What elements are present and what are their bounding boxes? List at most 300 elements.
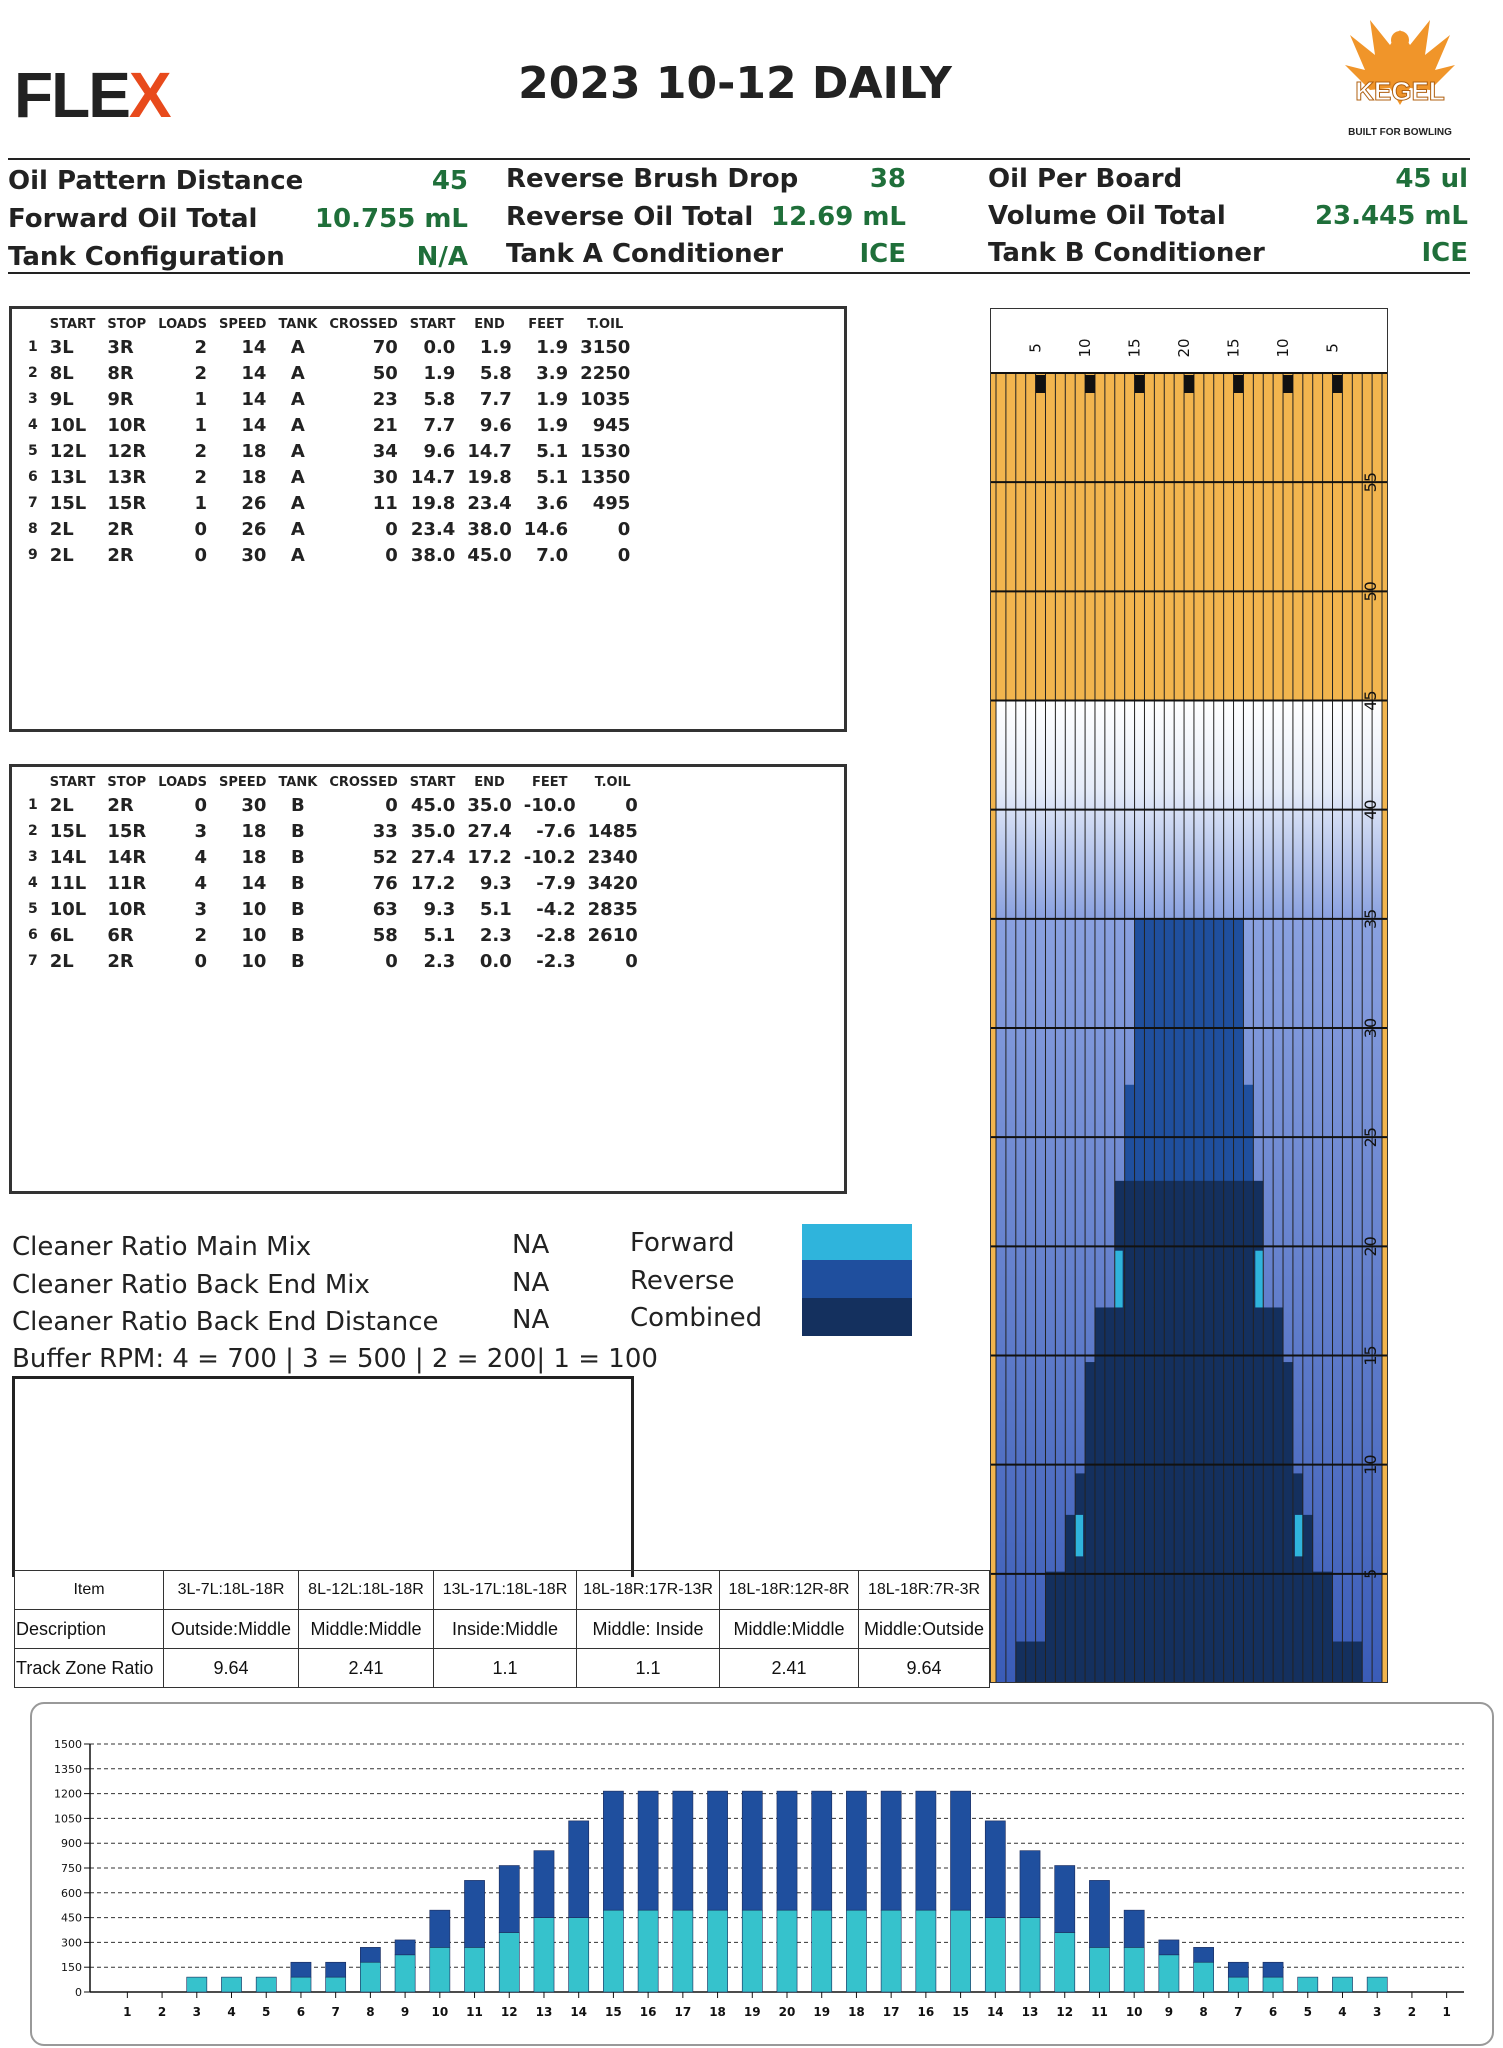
flex-logo-text: FLE: [14, 59, 129, 131]
lane-arrow-marker: [1283, 375, 1293, 393]
forward-header-6: CROSSED: [329, 317, 398, 332]
chart-bar: [951, 1910, 971, 1992]
reverse-cell: B: [291, 950, 305, 972]
reverse-cell: 0: [194, 794, 207, 816]
chart-bar: [499, 1866, 519, 1933]
lane-arrow-label: 10: [1273, 338, 1292, 358]
forward-header-2: STOP: [107, 317, 147, 332]
chart-bar: [673, 1910, 693, 1992]
forward-cell: 50: [372, 362, 398, 384]
forward-cell: 14.7: [410, 466, 456, 488]
reverse-cell: 5.1: [479, 898, 512, 920]
chart-bar: [846, 1910, 866, 1992]
forward-cell: 2L: [49, 544, 74, 566]
reverse-pass-panel: [9, 764, 847, 1194]
forward-cell: 0: [194, 518, 207, 540]
reverse-cell: B: [291, 846, 305, 868]
kegel-tagline: BUILT FOR BOWLING: [1348, 127, 1452, 138]
reverse-cell: 2: [28, 823, 38, 839]
forward-cell: 0: [385, 518, 398, 540]
forward-pass-row: [22, 464, 636, 490]
chart-bar: [812, 1910, 832, 1992]
spec-tank-a-conditioner: Tank A Conditioner ICE: [506, 239, 906, 269]
reverse-pass-row: [22, 948, 644, 974]
forward-cell: 5.1: [536, 466, 569, 488]
reverse-cell: 2R: [107, 794, 134, 816]
forward-cell: 1035: [580, 388, 631, 410]
chart-bar: [1263, 1977, 1283, 1992]
reverse-cell: 3420: [587, 872, 638, 894]
eagle-icon: [1330, 10, 1470, 145]
chart-x-tick-label: 6: [296, 2005, 306, 2019]
chart-bar: [534, 1851, 554, 1918]
oil-per-board-chart-panel: [30, 1702, 1494, 2046]
forward-cell: 34: [372, 440, 398, 462]
reverse-cell: 14: [241, 872, 267, 894]
chart-bar: [1298, 1977, 1318, 1992]
oil-per-board-chart: [32, 1704, 1492, 2044]
chart-bar: [603, 1791, 623, 1910]
reverse-cell: 27.4: [467, 820, 512, 842]
track-zone-table: [14, 1570, 990, 1688]
spec-oil-per-board: Oil Per Board 45 ul: [988, 164, 1468, 194]
track-zone-description-row: Description Outside:Middle Middle:Middle Inside:Middle Middle: Inside Middle:Middle Middle:Outside: [15, 1610, 990, 1649]
forward-cell: 5.1: [536, 440, 569, 462]
chart-y-tick-label: 900: [61, 1837, 82, 1851]
lane-distance-label: 5: [1361, 1568, 1380, 1579]
forward-cell: 0: [617, 544, 631, 566]
forward-cell: A: [290, 362, 305, 384]
reverse-pass-table: [22, 775, 644, 974]
reverse-table-header: [22, 775, 644, 792]
cleaner-back-end-mix-value: NA: [512, 1268, 550, 1298]
kegel-logo: [1330, 10, 1470, 145]
chart-x-tick-label: 18: [709, 2005, 726, 2019]
reverse-cell: -2.3: [536, 950, 576, 972]
forward-cell: 18: [241, 466, 267, 488]
reverse-cell: 14L: [49, 846, 87, 868]
reverse-cell: B: [291, 820, 305, 842]
chart-x-tick-label: 5: [262, 2005, 271, 2019]
forward-cell: 15R: [107, 492, 147, 514]
chart-x-tick-label: 1: [123, 2005, 132, 2019]
forward-cell: 0.0: [423, 336, 456, 358]
reverse-cell: 33: [372, 820, 398, 842]
forward-table-header: [22, 317, 636, 334]
reverse-cell: 10L: [49, 898, 87, 920]
reverse-header-9: FEET: [531, 775, 568, 790]
reverse-cell: 2610: [587, 924, 638, 946]
forward-cell: 8: [28, 521, 38, 537]
kegel-text: KEGEL: [1355, 76, 1445, 106]
lane-forward-mark: [1295, 1515, 1303, 1556]
forward-cell: 23.4: [467, 492, 512, 514]
forward-cell: 23: [372, 388, 398, 410]
chart-bar: [707, 1791, 727, 1910]
reverse-cell: 0: [385, 950, 398, 972]
chart-bar: [916, 1791, 936, 1910]
forward-cell: 3.9: [536, 362, 569, 384]
forward-cell: 13R: [107, 466, 147, 488]
chart-bar: [569, 1821, 589, 1918]
lane-distance-label: 25: [1361, 1126, 1380, 1148]
forward-cell: 495: [592, 492, 631, 514]
chart-bar: [638, 1910, 658, 1992]
reverse-cell: -7.9: [536, 872, 576, 894]
reverse-cell: 10R: [107, 898, 147, 920]
forward-cell: 2: [194, 466, 207, 488]
chart-bar: [1124, 1947, 1144, 1992]
chart-bar: [1194, 1947, 1214, 1962]
forward-cell: 19.8: [410, 492, 456, 514]
chart-x-tick-label: 11: [466, 2005, 483, 2019]
forward-cell: 15L: [49, 492, 87, 514]
lane-distance-label: 30: [1361, 1017, 1380, 1039]
lane-arrow-label: 5: [1026, 343, 1045, 353]
chart-bar: [187, 1977, 207, 1992]
reverse-cell: 7: [28, 953, 38, 969]
reverse-cell: 0: [385, 794, 398, 816]
chart-y-tick-label: 1350: [54, 1762, 82, 1776]
chart-x-tick-label: 1: [1442, 2005, 1451, 2019]
chart-x-tick-label: 17: [674, 2005, 692, 2019]
forward-cell: 945: [592, 414, 631, 436]
reverse-cell: 76: [372, 872, 398, 894]
chart-y-tick-label: 1200: [54, 1787, 82, 1801]
legend-forward-swatch: [802, 1224, 912, 1260]
reverse-cell: 10: [241, 898, 267, 920]
forward-cell: 30: [241, 544, 267, 566]
lane-forward-mark: [1255, 1251, 1263, 1308]
forward-cell: 0: [617, 518, 631, 540]
chart-bar: [221, 1977, 241, 1992]
header-top-rule: [8, 158, 1470, 160]
forward-cell: A: [290, 440, 305, 462]
reverse-header-8: END: [474, 775, 505, 790]
chart-bar: [707, 1910, 727, 1992]
chart-x-tick-label: 13: [535, 2005, 553, 2019]
reverse-cell: 18: [241, 846, 267, 868]
chart-bar: [326, 1977, 346, 1992]
forward-cell: 14.7: [467, 440, 512, 462]
chart-x-tick-label: 11: [1091, 2005, 1108, 2019]
forward-header-0: [22, 317, 44, 334]
chart-bar: [430, 1947, 450, 1992]
forward-cell: 12R: [107, 440, 147, 462]
forward-cell: A: [290, 336, 305, 358]
forward-cell: 5.8: [479, 362, 512, 384]
chart-bar: [916, 1910, 936, 1992]
lane-distance-label: 40: [1361, 799, 1380, 820]
spec-forward-oil-total: Forward Oil Total 10.755 mL: [8, 204, 468, 234]
forward-cell: 8L: [49, 362, 74, 384]
forward-cell: 8R: [107, 362, 134, 384]
reverse-header-2: STOP: [107, 775, 147, 790]
reverse-cell: 11R: [107, 872, 147, 894]
chart-bar: [360, 1947, 380, 1962]
forward-cell: 26: [241, 492, 267, 514]
forward-header-7: START: [409, 317, 456, 332]
chart-x-tick-label: 10: [431, 2005, 449, 2019]
forward-cell: 45.0: [467, 544, 512, 566]
forward-cell: 9R: [107, 388, 134, 410]
forward-cell: 14: [241, 388, 267, 410]
reverse-cell: 63: [372, 898, 398, 920]
forward-cell: 4: [28, 417, 38, 433]
lane-arrow-label: 5: [1323, 343, 1342, 353]
reverse-cell: 52: [372, 846, 398, 868]
chart-bar: [1159, 1940, 1179, 1955]
reverse-cell: 17.2: [467, 846, 512, 868]
forward-cell: 10L: [49, 414, 87, 436]
reverse-cell: 0.0: [479, 950, 512, 972]
forward-cell: 2R: [107, 544, 134, 566]
lane-arrow-marker: [1332, 375, 1342, 393]
reverse-cell: 2R: [107, 950, 134, 972]
forward-cell: 2: [194, 336, 207, 358]
reverse-cell: B: [291, 898, 305, 920]
reverse-cell: 2.3: [423, 950, 456, 972]
chart-bar: [395, 1955, 415, 1992]
chart-bar: [1055, 1932, 1075, 1992]
legend-combined-swatch: [802, 1298, 912, 1336]
chart-bar: [1263, 1962, 1283, 1977]
reverse-cell: 17.2: [410, 872, 456, 894]
chart-bar: [846, 1791, 866, 1910]
chart-y-tick-label: 450: [61, 1911, 82, 1925]
reverse-header-10: T.OIL: [594, 775, 631, 790]
track-zone-ratio-row: Track Zone Ratio 9.64 2.41 1.1 1.1 2.41 9.64: [15, 1649, 990, 1688]
lane-arrow-marker: [1036, 375, 1046, 393]
header-bottom-rule: [8, 272, 1470, 274]
forward-cell: 3.6: [536, 492, 569, 514]
reverse-cell: 15R: [107, 820, 147, 842]
chart-x-tick-label: 3: [192, 2005, 201, 2019]
forward-cell: 14: [241, 362, 267, 384]
chart-bar: [430, 1910, 450, 1947]
forward-cell: 10R: [107, 414, 147, 436]
chart-x-tick-label: 20: [778, 2005, 796, 2019]
reverse-cell: 9.3: [423, 898, 456, 920]
chart-x-tick-label: 13: [1021, 2005, 1039, 2019]
forward-pass-row: [22, 334, 636, 360]
lane-arrow-marker: [1135, 375, 1145, 393]
forward-pass-row: [22, 438, 636, 464]
chart-x-tick-label: 14: [986, 2005, 1004, 2019]
cleaner-back-end-distance-value: NA: [512, 1305, 550, 1335]
forward-header-5: TANK: [278, 317, 318, 332]
reverse-cell: 5.1: [423, 924, 456, 946]
reverse-cell: 3: [194, 820, 207, 842]
forward-cell: 14: [241, 414, 267, 436]
reverse-cell: -4.2: [536, 898, 576, 920]
reverse-cell: -10.0: [523, 794, 576, 816]
lane-oil-graphic: [990, 308, 1388, 1683]
forward-cell: 2250: [580, 362, 631, 384]
forward-cell: 7: [28, 495, 38, 511]
reverse-cell: 10: [241, 950, 267, 972]
forward-cell: 0: [385, 544, 398, 566]
forward-cell: 9.6: [479, 414, 512, 436]
reverse-header-3: LOADS: [158, 775, 207, 790]
reverse-cell: 2: [194, 924, 207, 946]
reverse-pass-row: [22, 792, 644, 818]
lane-forward-mark: [1115, 1251, 1123, 1308]
forward-cell: 70: [372, 336, 398, 358]
chart-bar: [881, 1791, 901, 1910]
forward-cell: 26: [241, 518, 267, 540]
chart-x-tick-label: 19: [743, 2005, 761, 2019]
chart-bar: [777, 1910, 797, 1992]
forward-header-1: START: [49, 317, 96, 332]
chart-x-tick-label: 16: [917, 2005, 935, 2019]
chart-bar: [742, 1791, 762, 1910]
chart-y-tick-label: 750: [61, 1862, 82, 1875]
chart-bar: [464, 1880, 484, 1947]
forward-cell: 5: [28, 443, 38, 459]
forward-cell: 38.0: [410, 544, 456, 566]
reverse-cell: B: [291, 872, 305, 894]
forward-cell: 21: [372, 414, 398, 436]
reverse-pass-row: [22, 818, 644, 844]
chart-bar: [1089, 1880, 1109, 1947]
forward-cell: 30: [372, 466, 398, 488]
forward-cell: 11: [372, 492, 398, 514]
reverse-pass-row: [22, 870, 644, 896]
chart-bar: [1228, 1977, 1248, 1992]
chart-x-tick-label: 15: [952, 2005, 969, 2019]
reverse-cell: B: [291, 924, 305, 946]
reverse-cell: 1: [28, 797, 38, 813]
flex-logo-x: X: [128, 59, 170, 131]
chart-bar: [1332, 1977, 1352, 1992]
reverse-cell: 30: [241, 794, 267, 816]
legend-combined-label: Combined: [630, 1303, 763, 1333]
forward-cell: 6: [28, 469, 38, 485]
forward-cell: 23.4: [410, 518, 456, 540]
reverse-pass-row: [22, 922, 644, 948]
reverse-pass-row: [22, 896, 644, 922]
chart-x-tick-label: 2: [157, 2005, 167, 2019]
chart-y-tick-label: 600: [61, 1886, 82, 1900]
chart-x-tick-label: 2: [1407, 2005, 1417, 2019]
reverse-header-5: TANK: [278, 775, 318, 790]
spec-volume-oil-total: Volume Oil Total 23.445 mL: [988, 201, 1468, 231]
chart-bar: [1194, 1962, 1214, 1992]
chart-y-tick-label: 0: [75, 1986, 82, 1999]
legend-reverse-swatch: [802, 1260, 912, 1298]
chart-x-tick-label: 6: [1268, 2005, 1278, 2019]
chart-x-tick-label: 9: [1164, 2005, 1174, 2019]
lane-wood-back: [990, 373, 1388, 701]
page-title: 2023 10-12 DAILY: [518, 58, 952, 109]
spec-tank-configuration: Tank Configuration N/A: [8, 242, 468, 272]
forward-cell: 2: [194, 362, 207, 384]
lane-arrow-marker: [1184, 375, 1194, 393]
forward-cell: 1.9: [423, 362, 456, 384]
forward-cell: 9: [28, 547, 38, 563]
forward-cell: A: [290, 414, 305, 436]
chart-bar: [291, 1962, 311, 1977]
forward-pass-row: [22, 360, 636, 386]
reverse-pass-row: [22, 844, 644, 870]
reverse-cell: 2835: [587, 898, 638, 920]
chart-x-tick-label: 4: [1338, 2005, 1347, 2019]
reverse-cell: 0: [625, 950, 638, 972]
lane-distance-label: 35: [1361, 908, 1380, 930]
lane-distance-label: 45: [1361, 690, 1380, 711]
reverse-cell: -10.2: [523, 846, 576, 868]
chart-bar: [881, 1910, 901, 1992]
chart-bar: [673, 1791, 693, 1910]
chart-x-tick-label: 8: [1199, 2005, 1208, 2019]
lane-distance-label: 50: [1361, 581, 1380, 602]
reverse-cell: 1485: [587, 820, 638, 842]
reverse-cell: 2L: [49, 950, 74, 972]
forward-cell: A: [290, 492, 305, 514]
reverse-cell: 6R: [107, 924, 134, 946]
cleaner-main-mix-label: Cleaner Ratio Main Mix: [12, 1232, 312, 1262]
chart-x-tick-label: 5: [1303, 2005, 1312, 2019]
reverse-header-6: CROSSED: [329, 775, 398, 790]
forward-cell: 14.6: [523, 518, 569, 540]
reverse-cell: 4: [194, 872, 207, 894]
legend-forward-label: Forward: [630, 1228, 735, 1258]
buffer-rpm: Buffer RPM: 4 = 700 | 3 = 500 | 2 = 200| 1 = 100: [12, 1344, 658, 1374]
forward-cell: 1.9: [479, 336, 512, 358]
lane-distance-label: 15: [1361, 1345, 1380, 1366]
chart-bar: [951, 1791, 971, 1910]
legend-reverse-label: Reverse: [630, 1266, 735, 1296]
reverse-cell: 3: [194, 898, 207, 920]
chart-bar: [291, 1977, 311, 1992]
chart-x-tick-label: 14: [570, 2005, 588, 2019]
forward-cell: 3R: [107, 336, 134, 358]
chart-y-tick-label: 150: [61, 1961, 82, 1975]
reverse-cell: 45.0: [410, 794, 456, 816]
forward-cell: 12L: [49, 440, 87, 462]
forward-cell: 7.7: [423, 414, 456, 436]
reverse-header-4: SPEED: [219, 775, 267, 790]
forward-pass-panel: [9, 306, 847, 732]
lane-arrow-label: 10: [1076, 338, 1095, 358]
reverse-cell: 5: [28, 901, 38, 917]
chart-x-tick-label: 4: [227, 2005, 236, 2019]
reverse-header-1: START: [49, 775, 96, 790]
chart-x-tick-label: 9: [400, 2005, 410, 2019]
reverse-cell: 15L: [49, 820, 87, 842]
forward-cell: 2R: [107, 518, 134, 540]
forward-cell: 14: [241, 336, 267, 358]
chart-x-tick-label: 8: [366, 2005, 375, 2019]
reverse-cell: 18: [241, 820, 267, 842]
forward-pass-row: [22, 490, 636, 516]
chart-bar: [360, 1962, 380, 1992]
chart-y-tick-label: 1050: [54, 1812, 82, 1826]
chart-y-tick-label: 1500: [54, 1738, 82, 1751]
cleaner-main-mix-value: NA: [512, 1230, 550, 1260]
reverse-cell: -2.8: [536, 924, 576, 946]
cleaner-back-end-mix-label: Cleaner Ratio Back End Mix: [12, 1270, 370, 1300]
forward-cell: 0: [194, 544, 207, 566]
forward-cell: 2: [28, 365, 38, 381]
lane-distance-label: 10: [1361, 1454, 1380, 1475]
chart-bar: [326, 1962, 346, 1977]
reverse-cell: 2L: [49, 794, 74, 816]
reverse-cell: 4: [28, 875, 38, 891]
chart-bar: [985, 1821, 1005, 1918]
lane-distance-label: 55: [1361, 471, 1380, 493]
